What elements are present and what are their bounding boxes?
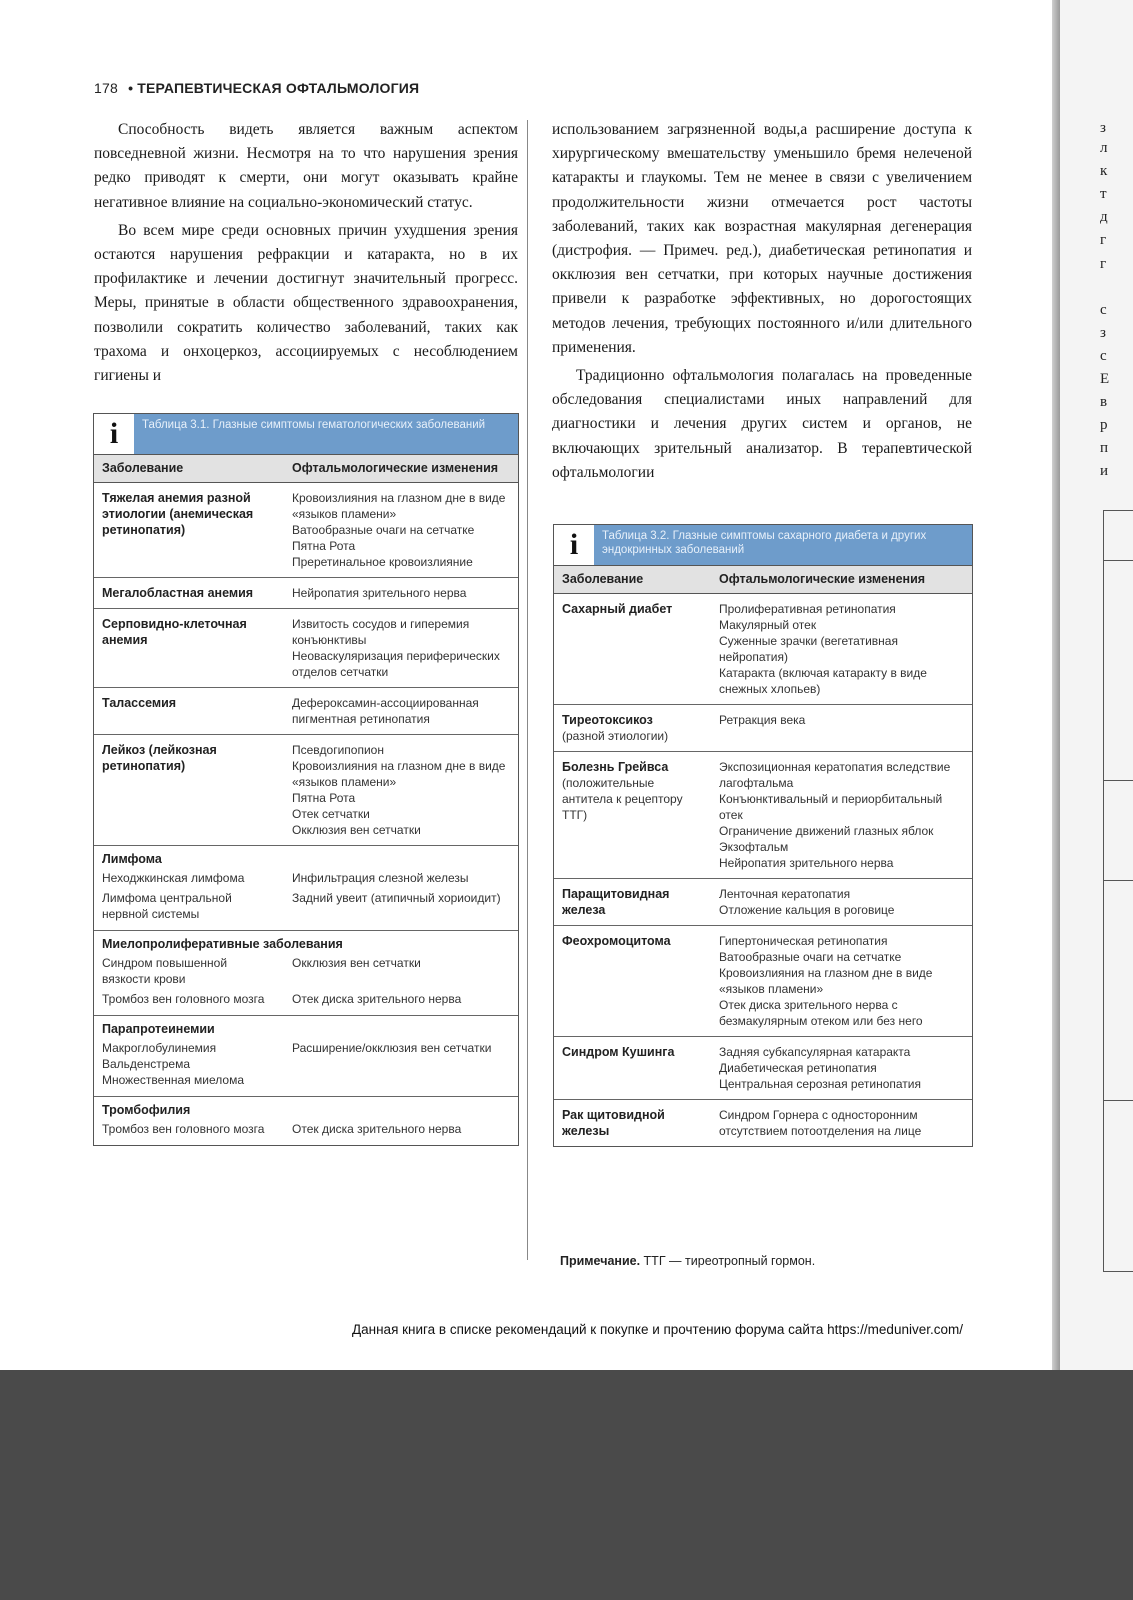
- change-item: Преретинальное кровоизлияние: [292, 555, 473, 569]
- changes-cell: [284, 991, 518, 1007]
- change-item: Дефероксамин-ассоциированная пигментная ретинопатия: [292, 696, 479, 726]
- table-group: [94, 1097, 518, 1145]
- group-title: Парапротеинемии: [102, 1022, 215, 1036]
- table-row: [94, 609, 518, 688]
- change-item: Экспозиционная кератопатия вследствие лагофтальма: [719, 760, 951, 790]
- info-icon: i: [554, 525, 594, 565]
- change-item: Окклюзия вен сетчатки: [292, 823, 421, 837]
- subtype-name: Синдром повышенной вязкости крови: [102, 956, 228, 986]
- table-row: [554, 1037, 972, 1100]
- adjacent-page-table-rule: [1103, 1100, 1133, 1101]
- adjacent-page-letter: г: [1100, 232, 1107, 248]
- column-header-changes: Офтальмологические изменения: [292, 461, 499, 475]
- changes-cell: [711, 926, 972, 1036]
- disease-note: (разной этиологии): [562, 729, 669, 743]
- column-divider: [527, 120, 528, 1260]
- adjacent-page-letter: в: [1100, 394, 1108, 410]
- adjacent-page-table-rule: [1103, 560, 1133, 561]
- disease-cell: [94, 578, 284, 608]
- disease-name: Сахарный диабет: [562, 602, 673, 616]
- table-row: [554, 705, 972, 752]
- adjacent-page-letter: с: [1100, 348, 1107, 364]
- adjacent-page-letter: з: [1100, 120, 1106, 136]
- adjacent-page-letter: с: [1100, 302, 1107, 318]
- adjacent-page-letter: и: [1100, 463, 1109, 479]
- disease-name: Рак щитовидной железы: [562, 1108, 665, 1138]
- adjacent-page-letter: з: [1100, 325, 1106, 341]
- change-item: Синдром Горнера с односторонним отсутствием потоотделения на лице: [719, 1108, 922, 1138]
- group-subrow: [94, 955, 518, 987]
- left-column-text: [94, 118, 518, 388]
- changes-cell: [284, 609, 518, 687]
- changes-cell: [284, 1040, 518, 1088]
- disease-name: Болезнь Грейвса: [562, 760, 669, 774]
- table-row: [554, 752, 972, 879]
- disease-cell: [94, 735, 284, 845]
- disease-cell: [554, 752, 711, 878]
- subtype-cell: [94, 870, 284, 886]
- table-row: [554, 1100, 972, 1146]
- change-item: Ленточная кератопатия: [719, 887, 851, 901]
- disease-cell: [94, 609, 284, 687]
- disease-name: Мегалобластная анемия: [102, 586, 254, 600]
- change-item: Нейропатия зрительного нерва: [292, 586, 467, 600]
- table-column-headers: [554, 565, 972, 594]
- changes-cell: [284, 890, 518, 922]
- adjacent-page-letter: г: [1100, 256, 1107, 272]
- change-item: Задний увеит (атипичный хориоидит): [292, 891, 501, 905]
- disease-name: Серповидно-клеточная анемия: [102, 617, 247, 647]
- adjacent-page-table-rule: [1103, 780, 1133, 781]
- table-row: [554, 879, 972, 926]
- disease-name: Паращитовидная железа: [562, 887, 670, 917]
- changes-cell: [284, 578, 518, 608]
- changes-cell: [284, 955, 518, 987]
- column-header-disease: Заболевание: [102, 461, 184, 475]
- table-row: [94, 735, 518, 846]
- table-row: [554, 926, 972, 1037]
- group-title: Лимфома: [102, 852, 162, 866]
- change-item: Экзофтальм: [719, 840, 789, 854]
- table-column-headers: [94, 454, 518, 483]
- table-row: [94, 483, 518, 578]
- disease-cell: [554, 1100, 711, 1146]
- table-caption: Таблица 3.2. Глазные симптомы сахарного диабета и других эндокринных заболеваний: [594, 525, 972, 565]
- adjacent-page-table-rule: [1103, 880, 1133, 881]
- changes-cell: [711, 879, 972, 925]
- change-item: Нейропатия зрительного нерва: [719, 856, 894, 870]
- table-row: [94, 578, 518, 609]
- subtype-cell: [94, 991, 284, 1007]
- table-note: [560, 1254, 815, 1268]
- change-item: Отек сетчатки: [292, 807, 370, 821]
- adjacent-page-table-edge: [1103, 510, 1133, 1272]
- changes-cell: [284, 870, 518, 886]
- change-item: Кровоизлияния на глазном дне в виде «языков пламени»: [719, 966, 933, 996]
- column-header-changes: Офтальмологические изменения: [719, 572, 926, 586]
- changes-cell: [711, 1100, 972, 1146]
- note-label: Примечание.: [560, 1254, 641, 1268]
- change-item: Отложение кальция в роговице: [719, 903, 895, 917]
- adjacent-page-letter: п: [1100, 440, 1109, 456]
- group-subrow: [94, 1121, 518, 1137]
- change-item: Центральная серозная ретинопатия: [719, 1077, 921, 1091]
- subtype-cell: [94, 890, 284, 922]
- table-row: [94, 688, 518, 735]
- disease-cell: [554, 1037, 711, 1099]
- paragraph: Традиционно офтальмология полагалась на проведенные обследования специалистами иных направлений для диагностики и лечения других систем и органов, не включающих зрительный анализатор. В терапевтической офтальмологии: [552, 367, 972, 481]
- subtype-name: Множественная миелома: [102, 1073, 244, 1087]
- change-item: Неоваскуляризация периферических отделов сетчатки: [292, 649, 500, 679]
- running-head: [94, 80, 419, 96]
- changes-cell: [284, 735, 518, 845]
- change-item: Инфильтрация слезной железы: [292, 871, 469, 885]
- group-subrow: [94, 870, 518, 886]
- subtype-name: Лимфома центральной нервной системы: [102, 891, 232, 921]
- change-item: Отек диска зрительного нерва с безмакулярным отеком или без него: [719, 998, 923, 1028]
- change-item: Ватообразные очаги на сетчатке: [292, 523, 475, 537]
- change-item: Гипертоническая ретинопатия: [719, 934, 888, 948]
- table-endocrine: [553, 524, 973, 1147]
- change-item: Суженные зрачки (вегетативная нейропатия): [719, 634, 898, 664]
- adjacent-page-letter: к: [1100, 163, 1108, 179]
- change-item: Кровоизлияния на глазном дне в виде «языков пламени»: [292, 759, 506, 789]
- paragraph: Во всем мире среди основных причин ухудшения зрения остаются нарушения рефракции и катаракта, но в их профилактике и лечении достигнут значительный прогресс. Меры, принятые в области общественного здравоохранения, позволили сократить количество заболеваний, таких как трахома и онхоцеркоз, ассоциируемых с несоблюдением гигиены и: [94, 221, 518, 385]
- column-header-disease: Заболевание: [562, 572, 644, 586]
- changes-cell: [711, 1037, 972, 1099]
- info-icon: i: [94, 414, 134, 454]
- change-item: Извитость сосудов и гиперемия конъюнктивы: [292, 617, 470, 647]
- change-item: Макулярный отек: [719, 618, 817, 632]
- page-number: 178: [94, 80, 118, 96]
- disease-cell: [554, 705, 711, 751]
- subtype-cell: [94, 1121, 284, 1137]
- adjacent-page-letter: E: [1100, 371, 1110, 387]
- change-item: Пятна Рота: [292, 791, 356, 805]
- table-title-bar: [94, 414, 518, 454]
- changes-cell: [711, 752, 972, 878]
- table-body: [554, 594, 972, 1146]
- change-item: Расширение/окклюзия вен сетчатки: [292, 1041, 492, 1055]
- adjacent-page-letter: р: [1100, 417, 1108, 433]
- changes-cell: [711, 705, 972, 751]
- book-spine: [1052, 0, 1060, 1370]
- change-item: Псевдогипопион: [292, 743, 384, 757]
- table-group: [94, 846, 518, 931]
- disease-name: Синдром Кушинга: [562, 1045, 675, 1059]
- change-item: Катаракта (включая катаракту в виде снежных хлопьев): [719, 666, 927, 696]
- adjacent-page-letter: д: [1100, 209, 1108, 225]
- change-item: Диабетическая ретинопатия: [719, 1061, 877, 1075]
- change-item: Ретракция века: [719, 713, 806, 727]
- changes-cell: [284, 1121, 518, 1137]
- disease-cell: [554, 594, 711, 704]
- footer-notice: Данная книга в списке рекомендаций к покупке и прочтению форума сайта https://meduniver.com/: [352, 1322, 963, 1337]
- change-item: Пролиферативная ретинопатия: [719, 602, 896, 616]
- change-item: Задняя субкапсулярная катаракта: [719, 1045, 911, 1059]
- group-subrow: [94, 1040, 518, 1088]
- right-column-text: [552, 118, 972, 485]
- disease-cell: [554, 879, 711, 925]
- table-body: [94, 483, 518, 1145]
- group-subrow: [94, 991, 518, 1007]
- disease-name: Тяжелая анемия разной этиологии (анемическая ретинопатия): [102, 491, 254, 537]
- disease-name: Тиреотоксикоз: [562, 713, 653, 727]
- change-item: Кровоизлияния на глазном дне в виде «языков пламени»: [292, 491, 506, 521]
- subtype-cell: [94, 955, 284, 987]
- subtype-name: Тромбоз вен головного мозга: [102, 992, 265, 1006]
- disease-name: Талассемия: [102, 696, 177, 710]
- change-item: Конъюнктивальный и периорбитальный отек: [719, 792, 943, 822]
- paragraph: Способность видеть является важным аспектом повседневной жизни. Несмотря на то что нарушения зрения редко приводят к смерти, они могут оказывать крайне негативное влияние на социально-экономический статус.: [94, 121, 518, 211]
- disease-note: (положительные антитела к рецептору ТТГ): [562, 776, 683, 822]
- changes-cell: [711, 594, 972, 704]
- subtype-cell: [94, 1040, 284, 1088]
- disease-name: Лейкоз (лейкозная ретинопатия): [102, 743, 217, 773]
- subtype-name: Неходжкинская лимфома: [102, 871, 245, 885]
- change-item: Отек диска зрительного нерва: [292, 992, 462, 1006]
- table-group: [94, 1016, 518, 1097]
- adjacent-page-letter: л: [1100, 140, 1108, 156]
- disease-cell: [94, 688, 284, 734]
- group-subrow: [94, 890, 518, 922]
- change-item: Пятна Рота: [292, 539, 356, 553]
- change-item: Ватообразные очаги на сетчатке: [719, 950, 902, 964]
- disease-cell: [94, 483, 284, 577]
- paragraph: использованием загрязненной воды,а расширение доступа к хирургическому вмешательству уменьшило бремя нелеченой катаракты и глаукомы. Тем не менее в связи с увеличением продолжительности жизни отмечается рост частоты заболеваний, таких как возрастная макулярная дегенерация (дистрофия. — Примеч. ред.), диабетическая ретинопатия и окклюзия вен сетчатки, при которых научные достижения привели к разработке эффективных, но дорогостоящих методов лечения, требующих постоянного и/или длительного применения.: [552, 121, 972, 356]
- changes-cell: [284, 483, 518, 577]
- table-group: [94, 931, 518, 1016]
- disease-cell: [554, 926, 711, 1036]
- bullet: •: [128, 80, 134, 96]
- change-item: Отек диска зрительного нерва: [292, 1122, 462, 1136]
- change-item: Окклюзия вен сетчатки: [292, 956, 421, 970]
- table-caption: Таблица 3.1. Глазные симптомы гематологических заболеваний: [134, 414, 518, 454]
- adjacent-page-letter: т: [1100, 186, 1107, 202]
- note-text: ТТГ — тиреотропный гормон.: [643, 1254, 816, 1268]
- disease-name: Феохромоцитома: [562, 934, 671, 948]
- subtype-name: Тромбоз вен головного мозга: [102, 1122, 265, 1136]
- group-title: Миелопролиферативные заболевания: [102, 937, 343, 951]
- table-hematology: [93, 413, 519, 1146]
- table-title-bar: [554, 525, 972, 565]
- change-item: Ограничение движений глазных яблок: [719, 824, 934, 838]
- running-head-title: ТЕРАПЕВТИЧЕСКАЯ ОФТАЛЬМОЛОГИЯ: [137, 80, 420, 96]
- changes-cell: [284, 688, 518, 734]
- group-title: Тромбофилия: [102, 1103, 191, 1117]
- table-row: [554, 594, 972, 705]
- subtype-name: Макроглобулинемия Вальденстрема: [102, 1041, 217, 1071]
